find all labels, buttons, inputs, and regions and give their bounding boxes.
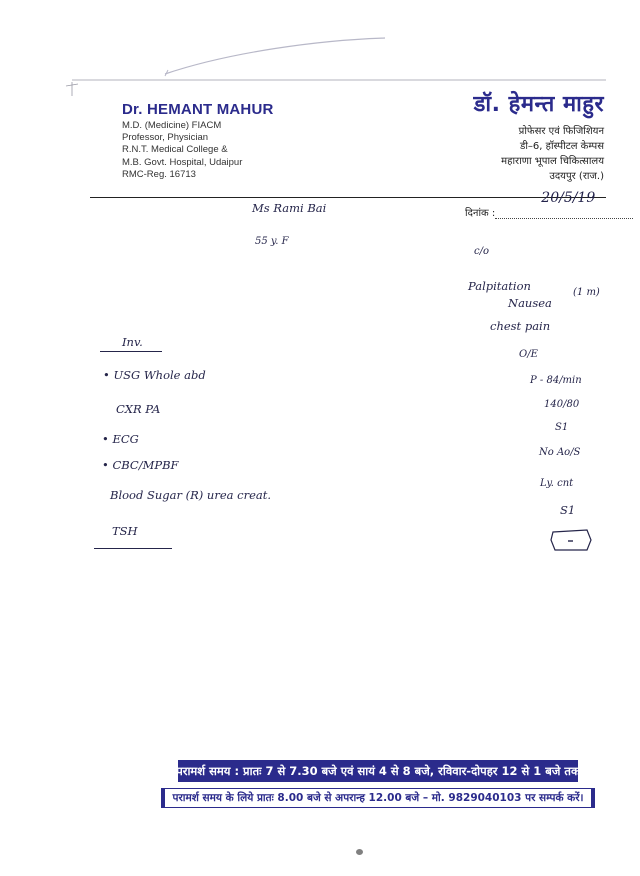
patient-name: Ms Rami Bai (252, 201, 327, 215)
investigation-item: • USG Whole abd (103, 368, 206, 382)
complaint-duration: (1 m) (573, 287, 600, 298)
investigation-item: CXR PA (116, 402, 161, 416)
date-field (465, 190, 633, 219)
complaint-item: chest pain (490, 319, 551, 333)
investigation-item: Blood Sugar (R) urea creat. (110, 488, 272, 502)
date-dotted-line (495, 190, 633, 219)
banner-right-bar (591, 788, 595, 808)
registration-number: RMC-Reg. 16713 (122, 168, 196, 180)
appointment-text: परामर्श समय के लिये प्रातः 8.00 बजे से अपरान्ह 12.00 बजे – मो. 9829040103 पर सम्पर्क करें। (172, 792, 584, 804)
exam-heading: O/E (519, 349, 538, 360)
letterhead-hindi (474, 88, 604, 184)
letterhead-english (122, 101, 274, 181)
exam-note: S1 (560, 503, 576, 517)
investigations-underline (94, 548, 172, 549)
exam-bp: 140/80 (544, 399, 580, 410)
investigation-item: • ECG (102, 432, 139, 446)
consultation-timing-banner: परामर्श समय : प्रातः 7 से 7.30 बजे एवं सायं 4 से 8 बजे, रविवार-दोपहर 12 से 1 बजे तक (178, 760, 578, 782)
appointment-contact-banner (161, 788, 595, 808)
complaint-item: Nausea (508, 296, 552, 310)
investigation-item: TSH (112, 524, 138, 538)
credential-line: M.B. Govt. Hospital, Udaipur (122, 156, 243, 168)
exam-note: Ly. cnt (540, 478, 574, 489)
exam-note: S1 (555, 422, 569, 433)
hindi-line: महाराणा भूपाल चिकित्सालय (501, 156, 604, 167)
exam-note: No Ao/S (539, 447, 581, 458)
date-value: 20/5/19 (541, 190, 596, 206)
complaint-item: Palpitation (468, 279, 531, 293)
heading-underline (100, 351, 162, 352)
banner-left-bar (161, 788, 165, 808)
hindi-line: उदयपुर (राज.) (549, 171, 604, 182)
ink-blot (356, 849, 363, 855)
investigation-item: • CBC/MPBF (102, 458, 179, 472)
hindi-line: प्रोफेसर एवं फिजिशियन (518, 126, 604, 137)
hindi-line: डी–6, हॉस्पीटल केम्पस (519, 141, 604, 152)
doctor-name-hindi: डॉ. हेमन्त माहुर (473, 92, 604, 117)
credential-line: R.N.T. Medical College & (122, 144, 228, 156)
date-label: दिनांक : (465, 208, 496, 219)
exam-pulse: P - 84/min (530, 375, 582, 386)
patient-age-sex: 55 y. F (255, 236, 289, 247)
credential-line: M.D. (Medicine) FIACM (122, 120, 222, 131)
credential-line: Professor, Physician (122, 132, 209, 144)
complaint-heading: c/o (474, 246, 489, 257)
investigations-heading: Inv. (122, 335, 143, 349)
doctor-name-english: Dr. HEMANT MAHUR (122, 101, 274, 118)
header-divider (90, 197, 606, 198)
hand-drawn-box (549, 528, 593, 552)
